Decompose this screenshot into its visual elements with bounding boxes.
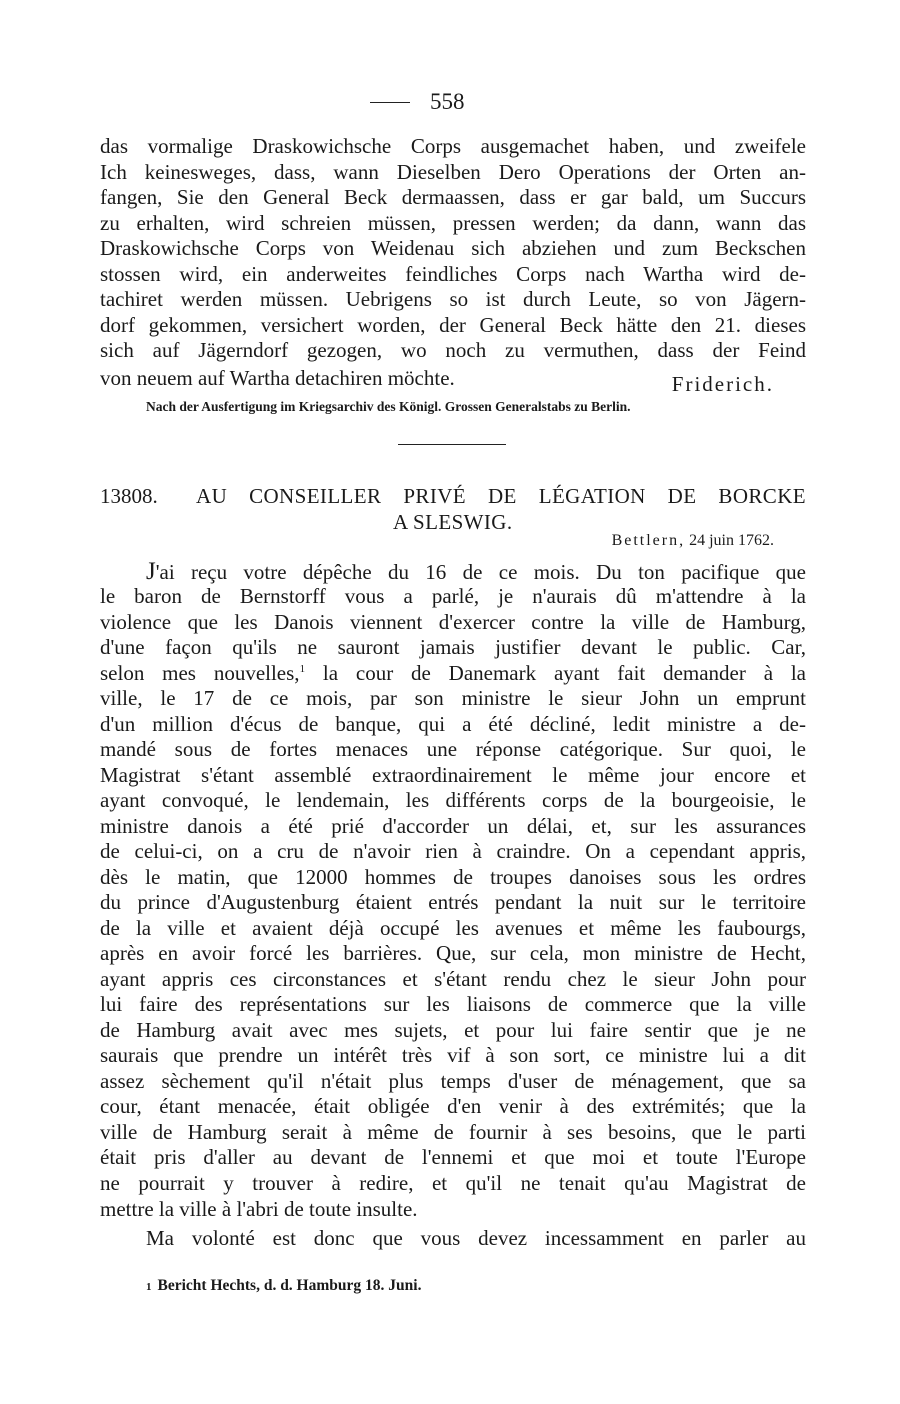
text-line: ville, le 17 de ce mois, par son ministre le sieur John un emprunt [100,686,806,710]
page-header [100,90,806,120]
letter-heading-line1: AU CONSEILLER PRIVÉ DE LÉGATION DE BORCKE [196,484,806,508]
dateline-place: Bettlern, [611,532,686,549]
line-text: la cour de Danemark ayant fait demander à la [305,661,806,685]
text-line: après en avoir forcé les barrières. Que, sur cela, mon ministre de Hecht, [100,941,806,965]
first-line-text: 'ai reçu votre dépêche du 16 de ce mois. Du ton pacifique que [155,560,806,584]
text-line: était pris d'aller au devant de l'ennemi et que moi et toute l'Europe [100,1145,806,1169]
source-note: Nach der Ausfertigung im Kriegsarchiv des Königl. Grossen Generalstabs zu Berlin. [146,399,631,414]
letter-dateline [612,530,774,552]
text-line: mandé sous de fortes menaces une réponse catégorique. Sur quoi, le [100,737,806,761]
text-line: saurais que prendre un intérêt très vif à son sort, ce ministre lui a dit [100,1043,806,1067]
dateline-date: 24 juin 1762. [689,532,774,549]
page-number: 558 [430,89,465,114]
text-line: Draskowichsche Corps von Weidenau sich abziehen und zum Beckschen [100,236,806,260]
text-line: tachiret werden müssen. Uebrigens so ist durch Leute, so von Jägern- [100,287,806,311]
text-line: de Hamburg avait avec mes sujets, et pour lui faire sentir que je ne [100,1018,806,1042]
text-line: de la ville et avaient déjà occupé les avenues et même les faubourgs, [100,916,806,940]
text-line: ayant convoqué, le lendemain, les différents corps de la bourgeoisie, le [100,788,806,812]
text-line: mettre la ville à l'abri de toute insulte. [100,1197,418,1221]
section-separator [398,444,506,445]
text-line: de celui-ci, on a cru de n'avoir rien à craindre. On a cependant appris, [100,839,806,863]
text-line: ne pourrait y trouver à redire, et qu'il ne tenait qu'au Magistrat de [100,1171,806,1195]
footnote-mark: 1 [146,1281,152,1293]
text-line: du prince d'Augustenburg étaient entrés pendant la nuit sur le territoire [100,890,806,914]
text-line: ministre danois a été prié d'accorder un délai, et, sur les assurances [100,814,806,838]
text-line: stossen wird, ein anderweites feindliches Corps nach Wartha wird de- [100,262,806,286]
header-dash [370,102,410,103]
footnote [146,1276,421,1297]
text-line: sich auf Jägerndorf gezogen, wo noch zu vermuthen, dass der Feind [100,338,806,362]
text-line: Ma volonté est donc que vous devez incessamment en parler au [146,1226,806,1250]
text-line: d'un million d'écus de banque, qui a été décliné, ledit ministre a de- [100,712,806,736]
text-line: dorf gekommen, versichert worden, der General Beck hätte den 21. dieses [100,313,806,337]
text-line: le baron de Bernstorff vous a parlé, je n'aurais dû m'attendre à la [100,584,806,608]
first-line [146,559,806,585]
drop-cap: J [146,558,156,585]
text-line: ayant appris ces circonstances et s'étant rendu chez le sieur John pour [100,967,806,991]
text-line: das vormalige Draskowichsche Corps ausgemachet haben, und zweifele [100,134,806,158]
text-line: Magistrat s'étant assemblé extraordinairement le même jour encore et [100,763,806,787]
text-line: d'une façon qu'ils ne sauront jamais justifier devant le public. Car, [100,635,806,659]
text-line: dès le matin, que 12000 hommes de troupes danoises sous les ordres [100,865,806,889]
letter-number: 13808. [100,484,158,508]
text-line: fangen, Sie den General Beck dermaassen, dass er gar bald, um Succurs [100,185,806,209]
footnote-text: Bericht Hechts, d. d. Hamburg 18. Juni. [157,1277,422,1294]
text-line: zu erhalten, wird schreien müssen, pressen werden; da dann, wann das [100,211,806,235]
line-text: selon mes nouvelles, [100,661,300,685]
letter-heading-line2: A SLESWIG. [393,510,513,534]
signature: Friderich. [671,372,774,396]
text-line: lui faire des représentations sur les liaisons de commerce que la ville [100,992,806,1016]
text-line: ville de Hamburg serait à même de fournir à ses besoins, que le parti [100,1120,806,1144]
text-line: cour, étant menacée, était obligée d'en venir à des extrémités; que la [100,1094,806,1118]
text-line: Ich keinesweges, dass, wann Dieselben Dero Operations der Orten an- [100,160,806,184]
text-line-with-footnote [100,661,806,686]
text-line: violence que les Danois viennent d'exercer contre la ville de Hamburg, [100,610,806,634]
text-line: assez sèchement qu'il n'était plus temps d'user de ménagement, que sa [100,1069,806,1093]
text-line: von neuem auf Wartha detachiren möchte. [100,366,455,390]
footnote-reference: 1 [299,663,306,675]
